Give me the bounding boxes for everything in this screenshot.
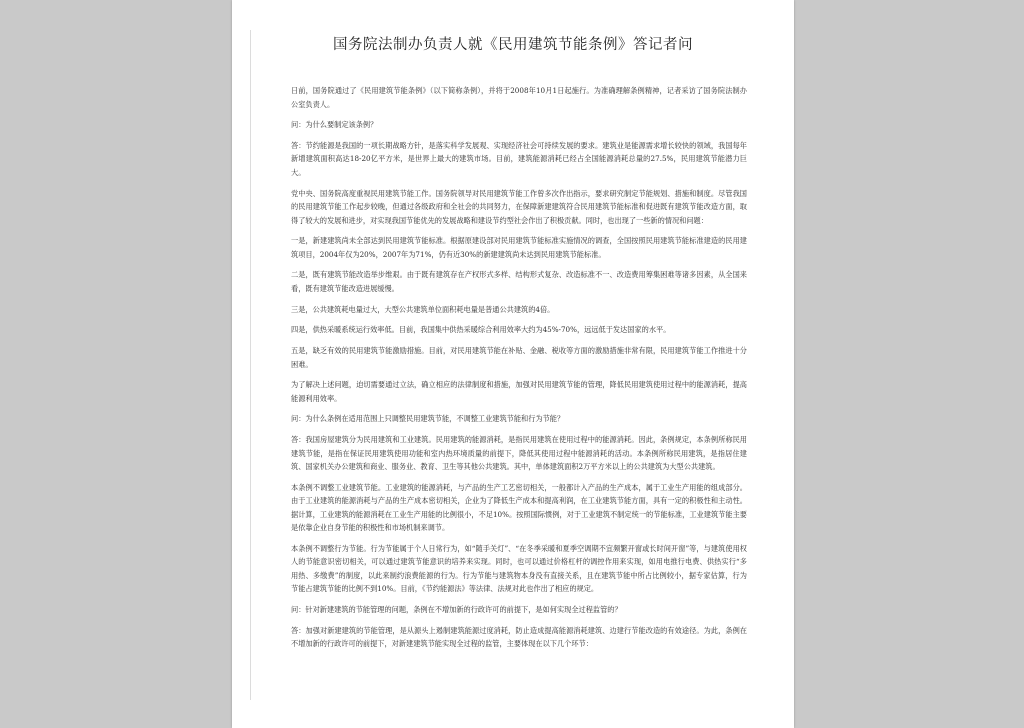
paragraph: 四是，供热采暖系统运行效率低。目前，我国集中供热采暖综合利用效率大约为45%-70%，远远低于发达国家的水平。 [291, 325, 671, 335]
document-page [232, 0, 794, 728]
paragraph: 答：加强对新建建筑的节能管理，是从源头上遏制建筑能源过度消耗，防止造成提高能源消耗建筑、边建行节能改造的有效途径。为此，条例在不增加新的行政许可的前提下，对新建建筑节能实现全过程的监管，主要体现在以下几个环节： [291, 625, 747, 649]
paragraph: 问：为什么要制定该条例？ [291, 120, 378, 130]
document-title: 国务院法制办负责人就《民用建筑节能条例》答记者问 [333, 37, 693, 53]
paragraph: 本条例不调整行为节能。行为节能属于个人日常行为，如“随手关灯”、“在冬季采暖和夏季空调期不宜频繁开窗或长时间开窗”等，与建筑使用权人的节能意识密切相关，可以通过建筑节能意识的培养来实现。同时，也可以通过价格杠杆的调控作用来实现，如用电推行电费、供热实行“多用热、多缴费”的制度，以此来制约浪费能源的行为。行为节能与建筑物本身没有直接关系，且在建筑节能中所占比例较小，据专家估算，行为节能占建筑节能的比例不到10%。目前，《节约能源法》等法律、法规对此也作出了相应的规定。 [291, 543, 747, 594]
paragraph: 问：为什么条例在适用范围上只调整民用建筑节能，不调整工业建筑节能和行为节能？ [291, 414, 565, 424]
page-margin-line [250, 30, 251, 700]
paragraph: 三是，公共建筑耗电量过大，大型公共建筑单位面积耗电量是普通公共建筑的4倍。 [291, 304, 555, 314]
paragraph: 一是，新建建筑尚未全部达到民用建筑节能标准。根据原建设部对民用建筑节能标准实施情况的调查，全国按照民用建筑节能标准建造的民用建筑项目，2004年仅为20%，2007年为71%，仍有近30%的新建建筑尚未达到民用建筑节能标准。 [291, 236, 747, 259]
paragraph: 党中央、国务院高度重视民用建筑节能工作。国务院领导对民用建筑节能工作曾多次作出指示，要求研究制定节能规划、措施和制度。尽管我国的民用建筑节能工作起步较晚，但通过各级政府和全社会的共同努力，在保障新建建筑符合民用建筑节能标准和促进既有建筑节能改造方面，取得了较大的发展和进步，对实现我国节能优先的发展战略和建设节约型社会作出了积极贡献。同时，也出现了一些新的情况和问题： [291, 188, 747, 225]
paragraph: 答：节约能源是我国的一项长期战略方针，是落实科学发展观、实现经济社会可持续发展的要求。建筑业是能源需求增长较快的领域，我国每年新增建筑面积高达18-20亿平方米，是世界上最大的建筑市场。目前，建筑能源消耗已经占全国能源消耗总量的27.5%，民用建筑节能潜力巨大。 [291, 140, 747, 177]
paragraph: 日前，国务院通过了《民用建筑节能条例》（以下简称条例），并将于2008年10月1日起施行。为准确理解条例精神，记者采访了国务院法制办公室负责人。 [291, 86, 747, 109]
paragraph: 二是，既有建筑节能改造举步维艰。由于既有建筑存在产权形式多样、结构形式复杂、改造标准不一、改造费用筹集困难等诸多因素，从全国来看，既有建筑节能改造进展缓慢。 [291, 270, 747, 293]
paragraph: 答：我国房屋建筑分为民用建筑和工业建筑。民用建筑的能源消耗，是指民用建筑在使用过程中的能源消耗。因此，条例规定，本条例所称民用建筑节能，是指在保证民用建筑使用功能和室内热环境质量的前提下，降低其使用过程中能源消耗的活动。本条例所称民用建筑，是指居住建筑、国家机关办公建筑和商业、服务业、教育、卫生等其他公共建筑。其中，单体建筑面积2万平方米以上的公共建筑为大型公共建筑。 [291, 435, 747, 472]
paragraph: 五是，缺乏有效的民用建筑节能激励措施。目前，对民用建筑节能在补贴、金融、税收等方面的激励措施非常有限，民用建筑节能工作推进十分困难。 [291, 346, 747, 369]
document-body [291, 84, 747, 658]
paragraph: 问：针对新建建筑的节能管理的问题，条例在不增加新的行政许可的前提下，是如何实现全过程监管的？ [291, 605, 622, 615]
paragraph: 本条例不调整工业建筑节能。工业建筑的能源消耗，与产品的生产工艺密切相关，一般都计入产品的生产成本，属于工业生产用能的组成部分。由于工业建筑的能源消耗与产品的生产成本密切相关，企业为了降低生产成本和提高利润，在工业建筑节能方面，具有一定的积极性和主动性。据计算，工业建筑的能源消耗在工业生产用能的比例很小，不足10%。按照国际惯例，对于工业建筑不制定统一的节能标准，工业建筑节能主要是依靠企业自身节能的积极性和市场机制来调节。 [291, 482, 747, 533]
paragraph: 为了解决上述问题，迫切需要通过立法，确立相应的法律制度和措施，加强对民用建筑节能的管理，降低民用建筑使用过程中的能源消耗，提高能源利用效率。 [291, 380, 747, 403]
